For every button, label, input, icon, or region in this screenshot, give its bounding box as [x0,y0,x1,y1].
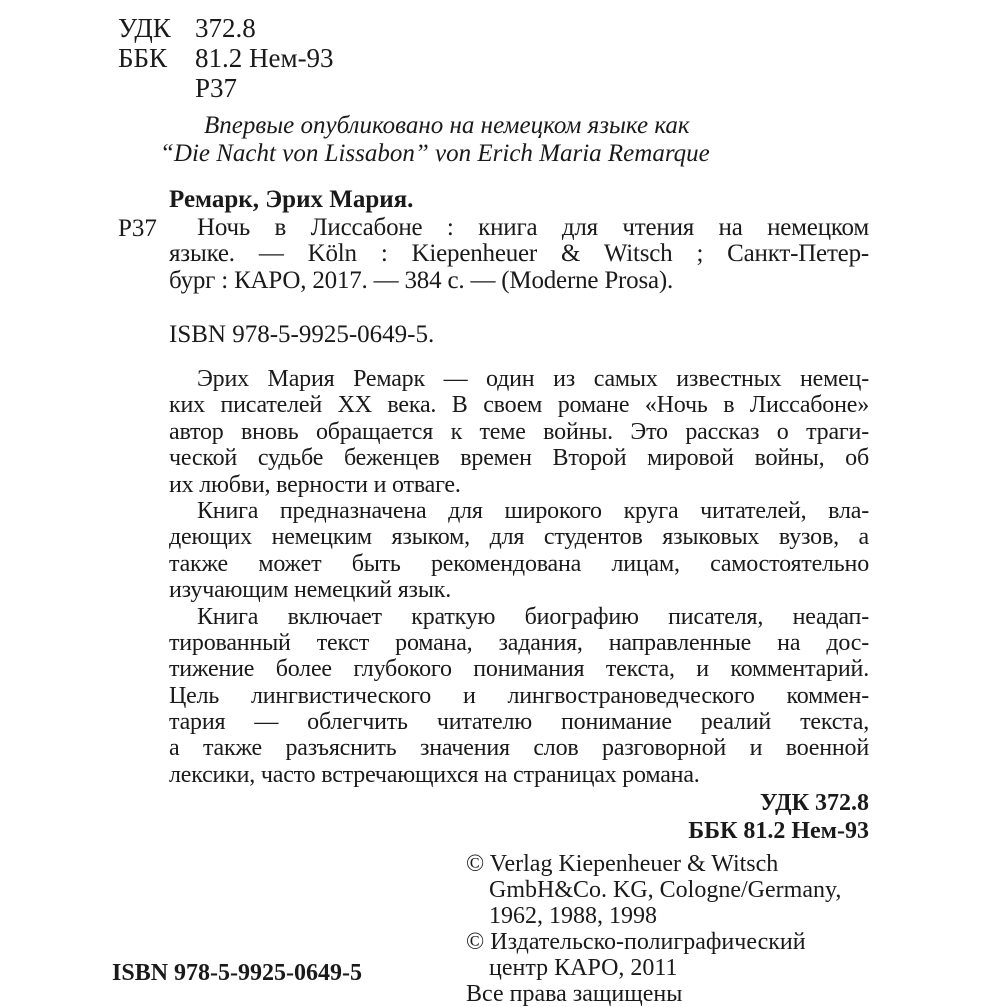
annotation-line: Цель лингвистического и лингвострановедческого коммен- [169,682,869,709]
bbk-label: ББК [118,43,168,73]
annotation-line: деющих немецким языком, для студентов языковых вузов, а [169,524,869,551]
copyright-line: центр КАРО, 2011 [489,955,678,981]
catalog-description [169,215,869,294]
udk-label: УДК [118,13,171,43]
annotation-line: Книга включает краткую биографию писателя, неадап- [197,603,869,630]
copyright-line: 1962, 1988, 1998 [489,903,657,929]
original-publication-line1: Впервые опубликовано на немецком языке как [204,112,690,139]
catalog-author: Ремарк, Эрих Мария. [169,186,414,213]
catalog-line: Ночь в Лиссабоне : книга для чтения на немецком [197,214,869,241]
catalog-line: бург : КАРО, 2017. — 384 с. — (Moderne Prosa). [169,266,674,294]
annotation-line: тированный текст романа, задания, направленные на дос- [169,629,869,656]
annotation-line: автор вновь обращается к теме войны. Это рассказ о траги- [169,418,869,445]
udk-value: 372.8 [195,13,256,43]
annotation-line: а также разъяснить значения слов разговорной и военной [169,735,869,762]
copyright-line: GmbH&Co. KG, Cologne/Germany, [489,877,842,903]
copyright-line: © Издательско-полиграфический [466,929,806,955]
all-rights-reserved: Все права защищены [466,981,683,1007]
annotation-line: тария — облегчить читателю понимание реалий текста, [169,709,869,736]
annotation-line: Книга предназначена для широкого круга читателей, вла- [197,497,869,524]
catalog-line: языке. — Köln : Kiepenheuer & Witsch ; Санкт-Петер- [169,240,869,268]
annotation [169,366,869,788]
annotation-line: ческой судьбе беженцев времен Второй мировой войны, об [169,445,869,472]
copyright-line: © Verlag Kiepenheuer & Witsch [466,851,779,877]
original-publication-line2: “Die Nacht von Lissabon” von Erich Maria Remarque [160,140,710,167]
annotation-line: изучающим немецкий язык. [169,577,452,604]
catalog-author-mark: Р37 [118,215,157,242]
annotation-line: тижение более глубокого понимания текста, и комментарий. [169,656,869,683]
author-mark-header: Р37 [195,73,238,103]
bbk-value: 81.2 Нем-93 [195,43,334,73]
copyright-block [466,851,841,1007]
catalog-isbn: ISBN 978-5-9925-0649-5. [169,321,435,348]
footer-udk: УДК 372.8 [759,790,869,816]
annotation-line: лексики, часто встречающихся на страницах романа. [169,761,700,788]
annotation-line: Эрих Мария Ремарк — один из самых известных немец- [197,366,869,392]
annotation-line: ких писателей XX века. В своем романе «Ночь в Лиссабоне» [169,392,869,419]
annotation-line: также может быть рекомендована лицам, самостоятельно [169,550,869,577]
footer-isbn: ISBN 978-5-9925-0649-5 [112,960,362,986]
annotation-line: их любви, верности и отваге. [169,471,461,498]
footer-bbk: ББК 81.2 Нем-93 [688,818,869,844]
